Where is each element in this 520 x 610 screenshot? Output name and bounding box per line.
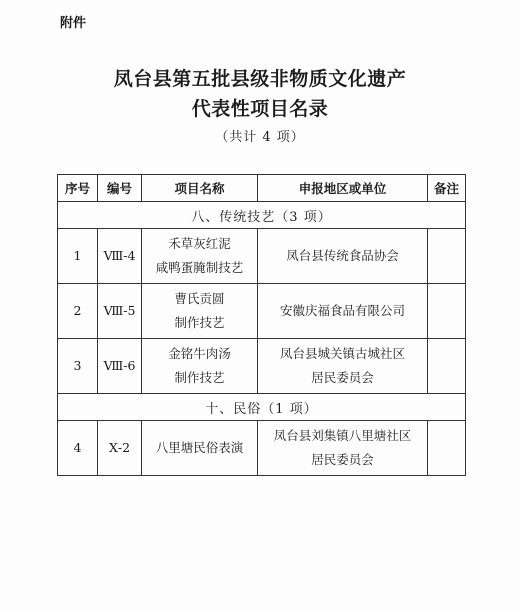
row-applicant-unit	[258, 339, 428, 394]
row-applicant-unit	[258, 421, 428, 476]
heritage-roster-table	[57, 174, 466, 476]
category-row	[58, 394, 466, 421]
category-row	[58, 202, 466, 229]
row-index: 1	[58, 229, 98, 284]
row-code: Ⅷ-4	[98, 229, 142, 284]
row-index: 3	[58, 339, 98, 394]
row-project-name	[142, 229, 258, 284]
row-code: Ⅷ-5	[98, 284, 142, 339]
document-title-line2: 代表性项目名录	[191, 98, 329, 120]
category-title: 十、民俗（1 项）	[58, 394, 466, 421]
project-name-line: 禾草灰红泥	[168, 236, 231, 251]
row-remark	[428, 339, 466, 394]
category-title: 八、传统技艺（3 项）	[58, 202, 466, 229]
column-header-project-name: 项目名称	[142, 175, 258, 202]
document-title-line1: 凤台县第五批县级非物质文化遗产	[113, 68, 407, 90]
project-name-line: 咸鸭蛋腌制技艺	[155, 260, 244, 275]
row-project-name	[142, 284, 258, 339]
applicant-unit-line: 居民委员会	[311, 452, 374, 467]
column-header-remark: 备注	[428, 175, 466, 202]
row-remark	[428, 229, 466, 284]
row-project-name	[142, 421, 258, 476]
applicant-unit-line: 凤台县刘集镇八里塘社区	[273, 428, 412, 443]
applicant-unit-line: 居民委员会	[311, 370, 374, 385]
row-index: 4	[58, 421, 98, 476]
table-header-row	[58, 175, 466, 202]
project-name-line: 曹氏贡圆	[174, 291, 225, 306]
row-remark	[428, 284, 466, 339]
applicant-unit-line: 安徽庆福食品有限公司	[279, 303, 405, 318]
column-header-code: 编号	[98, 175, 142, 202]
row-applicant-unit	[258, 229, 428, 284]
row-code: Ⅹ-2	[98, 421, 142, 476]
project-name-line: 制作技艺	[174, 370, 225, 385]
applicant-unit-line: 凤台县城关镇古城社区	[279, 346, 405, 361]
attachment-label: 附件	[60, 16, 87, 31]
row-index: 2	[58, 284, 98, 339]
table-row	[58, 421, 466, 476]
project-name-line: 制作技艺	[174, 315, 225, 330]
applicant-unit-line: 凤台县传统食品协会	[286, 248, 399, 263]
table-row	[58, 229, 466, 284]
row-code: Ⅷ-6	[98, 339, 142, 394]
row-applicant-unit	[258, 284, 428, 339]
row-project-name	[142, 339, 258, 394]
project-name-line: 金铭牛肉汤	[168, 346, 231, 361]
row-remark	[428, 421, 466, 476]
column-header-applicant-unit: 申报地区或单位	[258, 175, 428, 202]
column-header-index: 序号	[58, 175, 98, 202]
table-row	[58, 339, 466, 394]
project-name-line: 八里塘民俗表演	[155, 440, 244, 455]
table-row	[58, 284, 466, 339]
document-subtitle: （共计 4 项）	[215, 130, 305, 145]
